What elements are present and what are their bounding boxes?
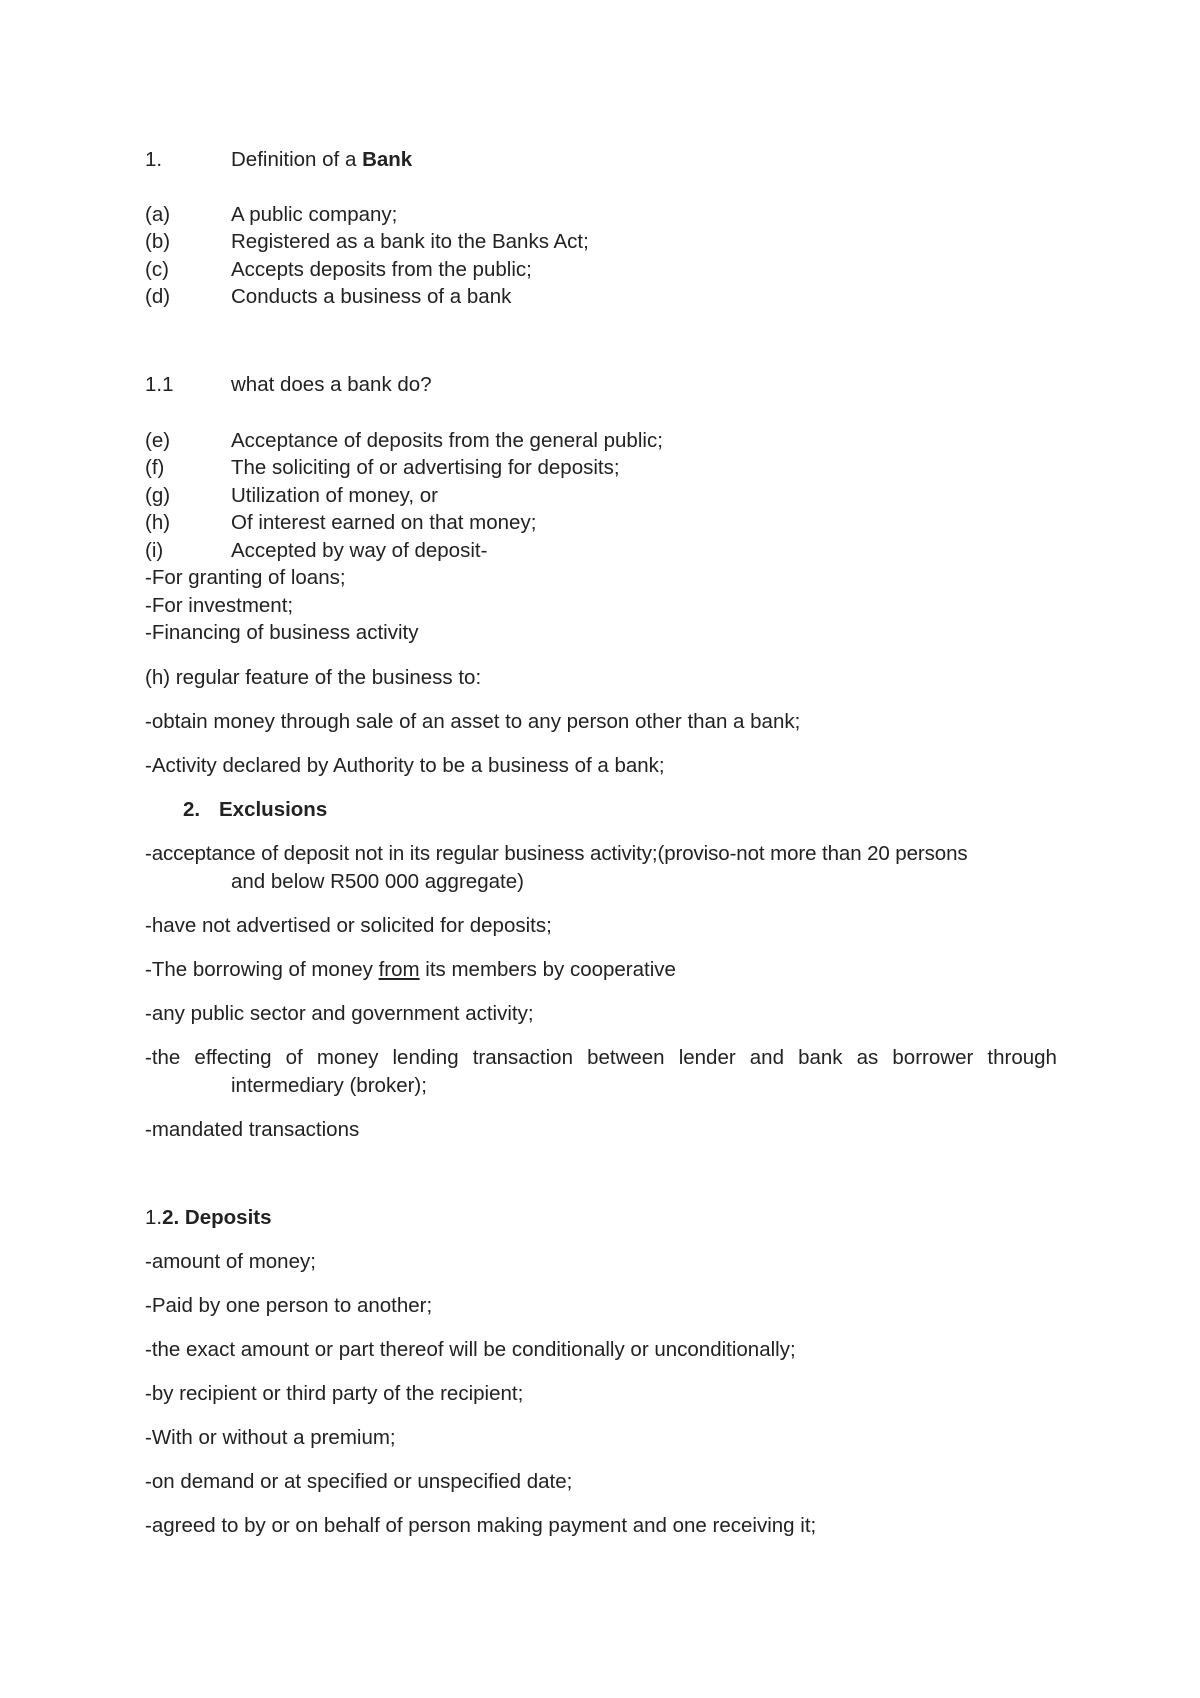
justified-word: as	[856, 1046, 879, 1069]
paragraph-continuation: intermediary (broker);	[231, 1074, 427, 1097]
list-item-label: (g)	[145, 484, 171, 507]
list-item	[145, 482, 438, 510]
justified-word: transaction	[472, 1046, 573, 1069]
section-1-title-prefix: Definition of a	[231, 148, 363, 171]
list-item-text: Conducts a business of a bank	[231, 285, 512, 308]
list-item	[145, 427, 663, 455]
justified-word: lender	[678, 1046, 736, 1069]
justified-word: and	[749, 1046, 784, 1069]
paragraph: -any public sector and government activity;	[145, 1002, 534, 1025]
justified-word: of	[285, 1046, 303, 1069]
section-1-title-bold: Bank	[362, 148, 413, 171]
section-1-2-heading	[145, 1204, 272, 1232]
list-item	[145, 201, 397, 229]
bullet-line: -amount of money;	[145, 1250, 316, 1273]
list-item-text: Accepts deposits from the public;	[231, 258, 532, 281]
list-item-label: (i)	[145, 539, 164, 562]
list-item-label: (c)	[145, 258, 169, 281]
text-segment: -The borrowing of money	[145, 958, 379, 981]
list-item-label: (f)	[145, 456, 165, 479]
justified-word: between	[587, 1046, 665, 1069]
list-item-text: Accepted by way of deposit-	[231, 539, 488, 562]
section-2-number: 2.	[183, 798, 201, 821]
paragraph: (h) regular feature of the business to:	[145, 666, 482, 689]
bullet-line: -by recipient or third party of the recipient;	[145, 1382, 524, 1405]
section-1-1-title: what does a bank do?	[231, 373, 432, 396]
bullet-line: -For granting of loans;	[145, 566, 346, 589]
list-item-text: Acceptance of deposits from the general public;	[231, 429, 663, 452]
justified-line	[145, 1044, 1057, 1072]
paragraph: -Activity declared by Authority to be a business of a bank;	[145, 754, 665, 777]
justified-word: bank	[798, 1046, 843, 1069]
bullet-line: -Financing of business activity	[145, 621, 419, 644]
paragraph: -obtain money through sale of an asset to any person other than a bank;	[145, 710, 801, 733]
section-2-title: Exclusions	[219, 798, 328, 821]
justified-word: through	[987, 1046, 1057, 1069]
bullet-line: -Paid by one person to another;	[145, 1294, 433, 1317]
text-segment: its members by cooperative	[419, 958, 676, 981]
justified-word: -the	[145, 1046, 181, 1069]
list-item-text: A public company;	[231, 203, 398, 226]
list-item-label: (d)	[145, 285, 171, 308]
section-1-2-number-bold: 2.	[162, 1206, 180, 1229]
list-item	[145, 228, 589, 256]
paragraph: -have not advertised or solicited for deposits;	[145, 914, 552, 937]
paragraph-continuation: and below R500 000 aggregate)	[231, 870, 524, 893]
justified-word: borrower	[892, 1046, 974, 1069]
section-1-2-title: Deposits	[184, 1206, 272, 1229]
list-item-label: (e)	[145, 429, 171, 452]
justified-word: money	[316, 1046, 379, 1069]
list-item-label: (a)	[145, 203, 171, 226]
section-2-heading	[183, 796, 327, 824]
list-item-text: The soliciting of or advertising for deposits;	[231, 456, 620, 479]
section-1-2-number-plain: 1.	[145, 1206, 163, 1229]
justified-word: effecting	[194, 1046, 272, 1069]
section-1-1-number: 1.1	[145, 373, 174, 396]
list-item	[145, 283, 511, 311]
paragraph: -mandated transactions	[145, 1118, 360, 1141]
list-item	[145, 537, 487, 565]
list-item-label: (b)	[145, 230, 171, 253]
paragraph: -acceptance of deposit not in its regular business activity;(proviso-not more than 20 persons	[145, 842, 968, 865]
justified-paragraph	[145, 1044, 1057, 1072]
bullet-line: -on demand or at specified or unspecified date;	[145, 1470, 573, 1493]
justified-word: lending	[392, 1046, 459, 1069]
list-item-label: (h)	[145, 511, 171, 534]
paragraph	[145, 956, 676, 984]
list-item	[145, 454, 620, 482]
list-item	[145, 256, 532, 284]
section-1-1-heading	[145, 371, 432, 399]
list-item-text: Utilization of money, or	[231, 484, 438, 507]
bullet-line: -agreed to by or on behalf of person making payment and one receiving it;	[145, 1514, 817, 1537]
list-item	[145, 509, 536, 537]
list-item-text: Of interest earned on that money;	[231, 511, 537, 534]
bullet-line: -the exact amount or part thereof will be conditionally or unconditionally;	[145, 1338, 796, 1361]
bullet-line: -With or without a premium;	[145, 1426, 396, 1449]
section-1-heading	[145, 146, 412, 174]
underlined-word: from	[378, 958, 420, 981]
list-item-text: Registered as a bank ito the Banks Act;	[231, 230, 589, 253]
section-1-number: 1.	[145, 148, 163, 171]
bullet-line: -For investment;	[145, 594, 294, 617]
